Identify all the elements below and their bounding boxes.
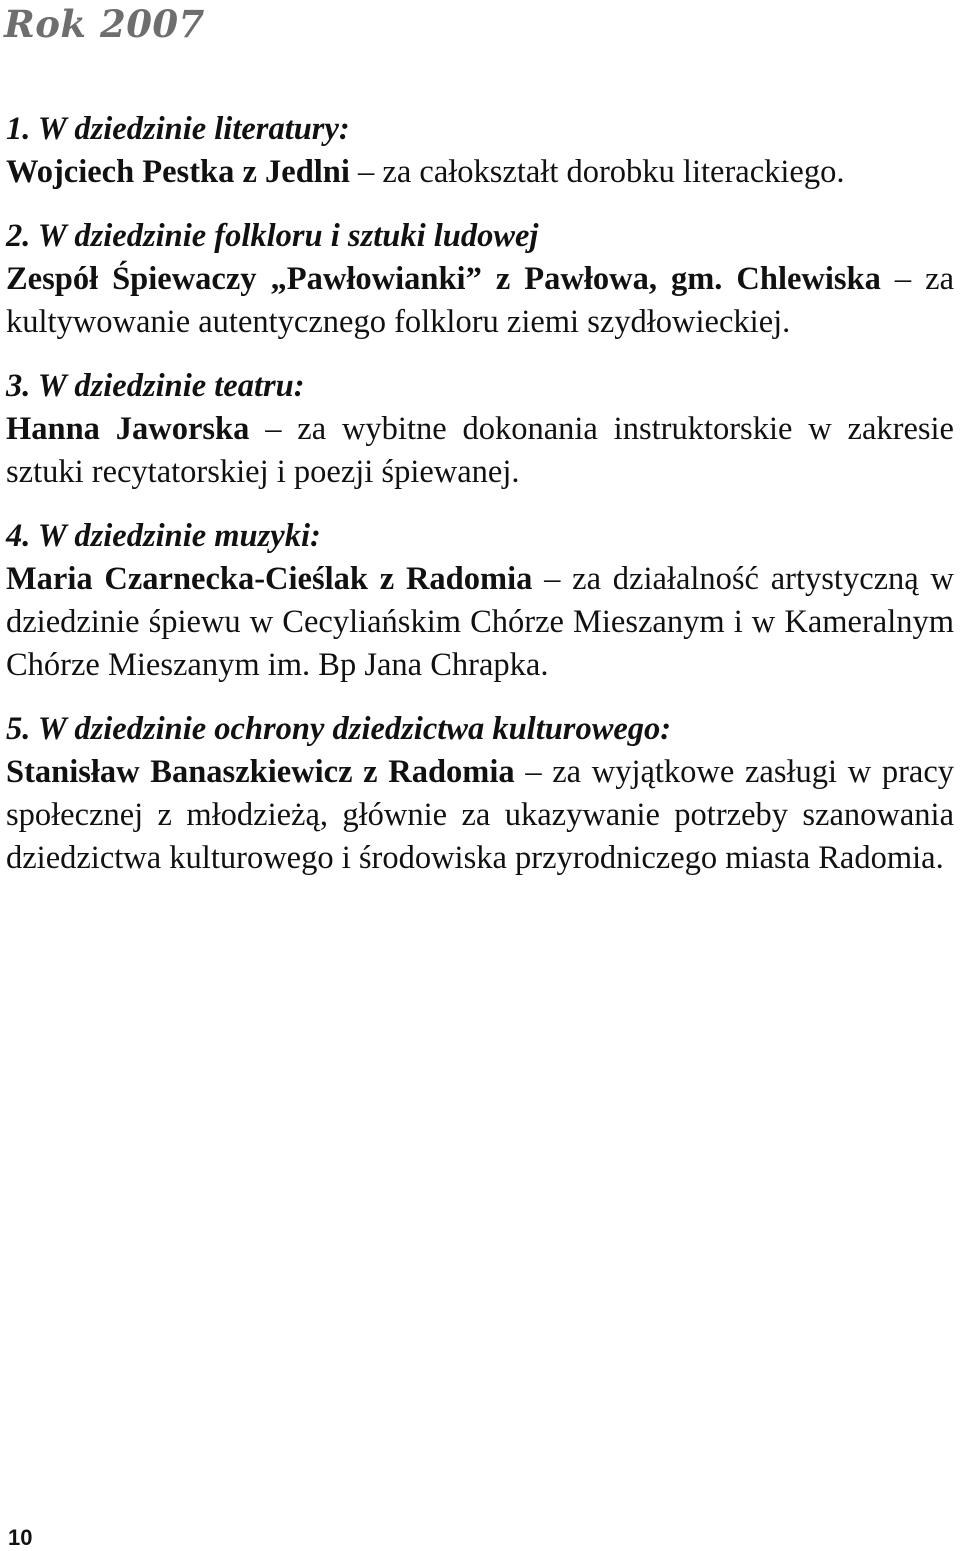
laureate-name: Maria Czarnecka-Cieślak z Radomia — [6, 561, 533, 597]
award-reason: – za wybitne dokonania instruktorskie w zakresie sztuki recytatorskiej i poezji śpiewanej. — [6, 411, 954, 490]
award-section-theatre — [6, 365, 954, 494]
section-body — [6, 558, 954, 687]
award-reason: – za całokształt dorobku literackiego. — [349, 154, 845, 190]
section-heading: 3. W dziedzinie teatru: — [6, 368, 305, 404]
section-heading: 1. W dziedzinie literatury: — [6, 111, 350, 147]
section-body — [6, 408, 954, 494]
page-number: 10 — [8, 1525, 33, 1550]
laureate-name: Zespół Śpiewaczy „Pawłowianki” z Pawłowa, gm. Chlewiska — [6, 261, 881, 297]
laureate-name: Hanna Jaworska — [6, 411, 250, 447]
section-body — [6, 258, 954, 344]
award-reason: – za wyjątkowe zasługi w pracy społecznej z młodzieżą, głównie za ukazywanie potrzeby szanowania dziedzictwa kulturowego i środowiska przyrodniczego miasta Radomia. — [6, 754, 954, 876]
award-reason: – za działalność artystyczną w dziedzinie śpiewu w Cecyliańskim Chórze Mieszanym i w Kameralnym Chórze Mieszanym im. Bp Jana Chrapka. — [6, 561, 954, 683]
section-body — [6, 151, 954, 194]
award-list — [6, 108, 954, 901]
award-reason: – za kultywowanie autentycznego folkloru ziemi szydłowieckiej. — [6, 261, 954, 340]
laureate-name: Stanisław Banaszkiewicz z Radomia — [6, 754, 515, 790]
section-heading: 5. W dziedzinie ochrony dziedzictwa kulturowego: — [6, 711, 672, 747]
laureate-name: Wojciech Pestka z Jedlni — [6, 154, 350, 190]
award-section-literature — [6, 108, 954, 194]
award-section-heritage — [6, 708, 954, 880]
award-section-folklore — [6, 215, 954, 344]
page-title: Rok 2007 — [4, 2, 205, 46]
section-heading: 4. W dziedzinie muzyki: — [6, 518, 321, 554]
section-heading: 2. W dziedzinie folkloru i sztuki ludowej — [6, 218, 539, 254]
award-section-music — [6, 515, 954, 687]
section-body — [6, 751, 954, 880]
